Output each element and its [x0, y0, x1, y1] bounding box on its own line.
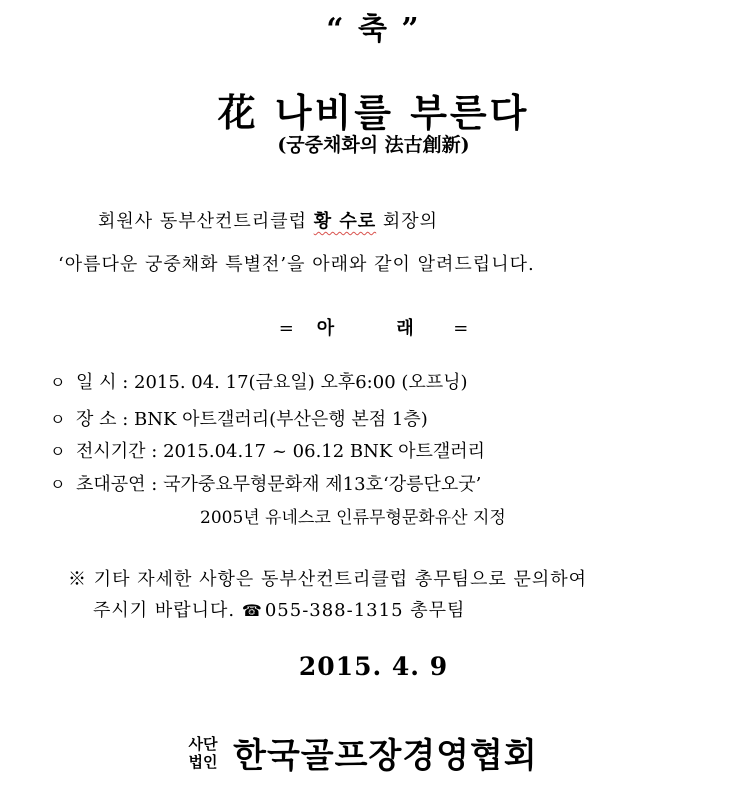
detail-label: 전시기간	[76, 441, 146, 462]
detail-row-date	[50, 368, 468, 394]
intro-line-1-prefix: 회원사 동부산컨트리클럽	[98, 211, 314, 232]
detail-row-performance-note: 2005년 유네스코 인류무형문화유산 지정	[200, 508, 506, 528]
note-line-2	[93, 596, 465, 622]
detail-separator: :	[145, 441, 164, 462]
document-title: 花 나비를 부른다	[217, 90, 530, 135]
bullet-icon: ㅇ	[50, 442, 66, 461]
detail-value: BNK 아트갤러리(부산은행 본점 1층)	[134, 409, 428, 430]
detail-row-performance	[50, 470, 481, 496]
detail-label: 일 시	[76, 372, 117, 393]
detail-separator: :	[145, 474, 164, 495]
detail-label: 초대공연	[76, 474, 146, 495]
section-heading	[0, 314, 747, 340]
bullet-icon: ㅇ	[50, 373, 66, 392]
detail-value: 2015.04.17 ~ 06.12 BNK 아트갤러리	[163, 441, 486, 462]
document-heading-mark: “ 축 ”	[326, 12, 421, 47]
organization-signature	[178, 728, 538, 777]
chairman-name: 황 수로	[313, 211, 377, 232]
detail-row-place	[50, 405, 428, 431]
organization-name: 한국골프장경영협회	[233, 736, 538, 776]
note-symbol: ※	[68, 569, 87, 590]
phone-number: 055-388-1315 총무팀	[264, 600, 466, 621]
organization-type-bottom: 법인	[188, 752, 218, 771]
detail-value: 국가중요무형문화재 제13호‘강릉단오굿’	[163, 474, 482, 495]
phone-icon: ☎	[241, 601, 263, 620]
detail-separator: :	[116, 372, 135, 393]
organization-type	[178, 735, 228, 771]
section-heading-right: =	[453, 318, 469, 339]
intro-line-1	[98, 207, 438, 233]
section-heading-left: =	[278, 318, 294, 339]
note-text-2: 주시기 바랍니다.	[93, 600, 236, 621]
note-line-1	[68, 565, 587, 591]
detail-row-period	[50, 437, 485, 463]
section-heading-word: 아 래	[316, 318, 442, 339]
document-subtitle: (궁중채화의 法古創新)	[277, 134, 470, 156]
detail-label: 장 소	[76, 409, 117, 430]
intro-line-1-suffix: 회장의	[376, 211, 439, 232]
detail-value: 2015. 04. 17(금요일) 오후6:00 (오프닝)	[134, 372, 468, 393]
note-text: 기타 자세한 사항은 동부산컨트리클럽 총무팀으로 문의하여	[93, 569, 588, 590]
document-date: 2015. 4. 9	[298, 652, 449, 681]
bullet-icon: ㅇ	[50, 475, 66, 494]
bullet-icon: ㅇ	[50, 410, 66, 429]
detail-separator: :	[116, 409, 135, 430]
organization-type-top: 사단	[188, 734, 218, 753]
intro-line-2: ‘아름다운 궁중채화 특별전’을 아래와 같이 알려드립니다.	[58, 254, 535, 275]
